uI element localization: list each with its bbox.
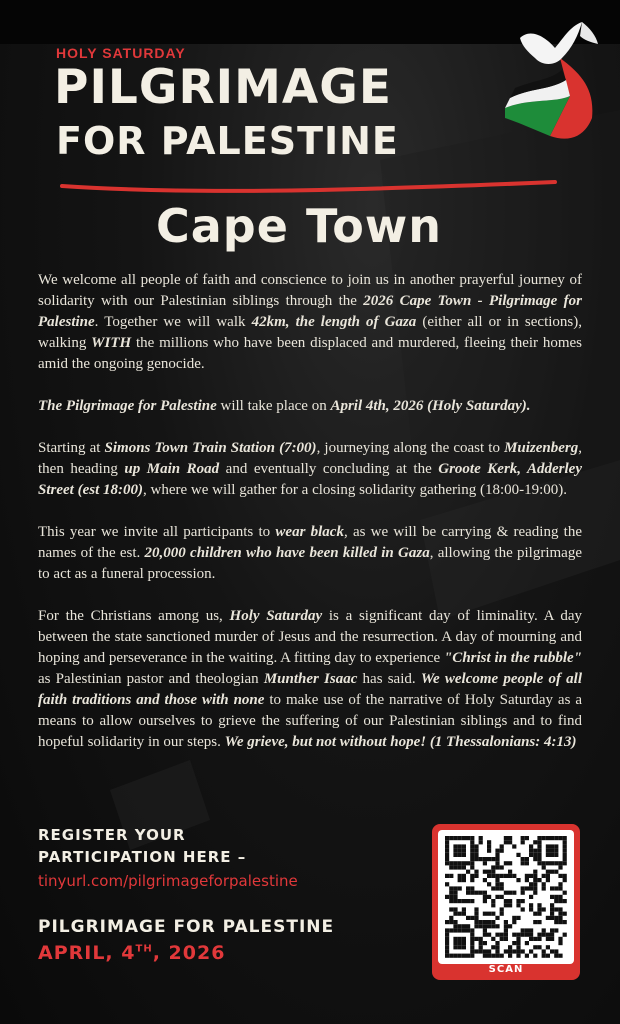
title-line-2: FOR PALESTINE	[56, 119, 399, 163]
dove-icon	[500, 18, 610, 148]
date-part-1: APRIL, 4	[38, 942, 136, 964]
paragraph-dress: This year we invite all participants to wear black, as we will be carrying & reading the names of the est. 20,000 children who have been killed in Gaza, allowing the pilgrimage to act as a funeral procession.	[38, 524, 583, 582]
paragraph-route: Starting at Simons Town Train Station (7:00), journeying along the coast to Muizenberg, then heading up Main Road and eventually concluding at the Groote Kerk, Adderley Street (est 18:00), where we will gather for a closing solidarity gathering (18:00-19:00).	[38, 440, 582, 498]
qr-code-area	[438, 830, 574, 964]
qr-code-card[interactable]	[432, 824, 580, 980]
date-part-2: , 2026	[152, 942, 226, 964]
paragraph-holy-saturday: For the Christians among us, Holy Saturday is a significant day of liminality. A day between the state sanctioned murder of Jesus and the resurrection. A day of mourning and hoping and perseverance in the waiting. A fitting day to experience "Christ in the rubble" as Palestinian pastor and theologian Munther Isaac has said. We welcome people of all faith traditions and those with none to make use of the narrative of Holy Saturday as a means to allow ourselves to grieve the suffering of our Palestinian siblings and to find hopeful solidarity in our steps. We grieve, but not without hope! (1 Thessalonians: 4:13)	[38, 608, 583, 750]
eyebrow-label: HOLY SATURDAY	[56, 45, 186, 61]
title-underline	[60, 172, 560, 194]
registration-link[interactable]: tinyurl.com/pilgrimageforpalestine	[38, 872, 298, 890]
body-text	[38, 270, 582, 774]
qr-code-icon	[438, 830, 574, 964]
palestine-flag-icon	[505, 58, 592, 139]
register-line-2: PARTICIPATION HERE –	[38, 848, 247, 866]
scan-label: SCAN	[488, 964, 524, 975]
paragraph-date: The Pilgrimage for Palestine will take place on April 4th, 2026 (Holy Saturday).	[38, 398, 531, 414]
register-heading	[38, 824, 398, 868]
event-date	[38, 942, 225, 964]
event-name: PILGRIMAGE FOR PALESTINE	[38, 917, 335, 937]
register-line-1: REGISTER YOUR	[38, 826, 186, 844]
city-title: Cape Town	[156, 199, 443, 253]
date-sup: TH	[135, 943, 153, 955]
paragraph-intro: We welcome all people of faith and conscience to join us in another prayerful journey of solidarity with our Palestinian siblings through the 2026 Cape Town - Pilgrimage for Palestine. Together we will walk 42km, the length of Gaza (either all or in sections), walking WITH the millions who have been displaced and murdered, fleeing their homes amid the ongoing genocide.	[38, 272, 582, 372]
title-line-1: PILGRIMAGE	[54, 60, 392, 115]
